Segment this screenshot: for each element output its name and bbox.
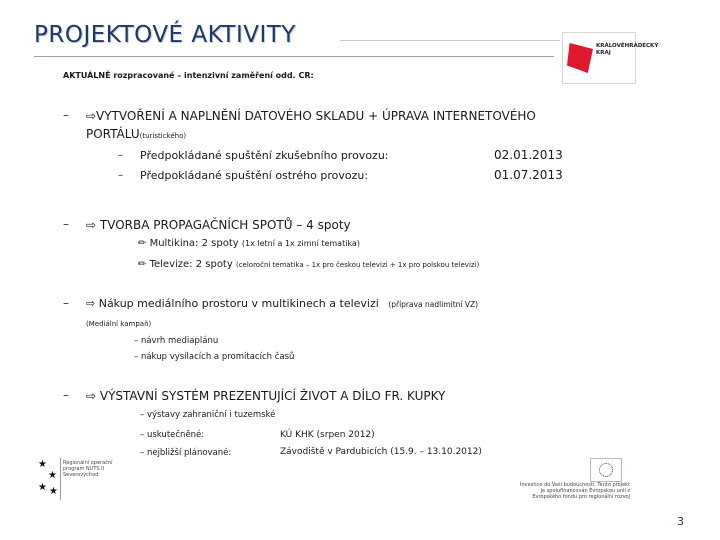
list-item-date: 02.01.2013: [494, 148, 563, 162]
section-2-dash: –: [63, 217, 69, 231]
list-item-value: KÚ KHK (srpen 2012): [280, 430, 375, 440]
section-3-heading: ⇨ Nákup mediálního prostoru v multikinech a televizi: [86, 297, 379, 310]
section-3-dash: –: [63, 296, 69, 310]
section-3-subnote: (Mediální kampaň): [86, 320, 152, 328]
title-underline-accent: [340, 40, 560, 41]
pencil-icon: ✏: [138, 259, 147, 270]
list-item-label: – nejbližší plánované:: [140, 448, 232, 458]
pencil-icon: ✏: [138, 238, 147, 249]
list-item-label: Televize: 2 spoty: [149, 259, 233, 270]
kraj-logo-text: KRÁLOVÉHRADECKÝ KRAJ: [596, 43, 659, 56]
section-3-heading-note: (příprava nadlimitní VZ): [388, 300, 479, 309]
list-item-dash: –: [118, 170, 123, 181]
eu-logo-text: Investice do Vaší budoucnosti. Tento projekt je spolufinancován Evropskou unií z Evropského fondu pro regionální rozvoj: [520, 482, 630, 500]
section-1-heading: ⇨VYTVOŘENÍ A NAPLNĚNÍ DATOVÉHO SKLADU + ÚPRAVA INTERNETOVÉHO: [86, 109, 536, 123]
eu-flag-icon: [590, 458, 622, 482]
list-item: [138, 238, 360, 249]
eu-logo: [520, 458, 630, 504]
section-1-heading-cont: [86, 127, 186, 141]
section-1-heading-note: (turistického): [139, 132, 187, 140]
list-item-label: Multikina: 2 spoty: [149, 238, 239, 249]
page-number: 3: [677, 515, 684, 528]
list-item: [138, 259, 479, 270]
page-title: PROJEKTOVÉ AKTIVITY: [34, 22, 296, 48]
kralovehradecky-kraj-logo: [562, 32, 659, 84]
section-3-heading-line: [86, 297, 478, 310]
list-item-label: – výstavy zahraniční i tuzemské: [140, 410, 276, 420]
subtitle: AKTUÁLNĚ rozpracované – intenzivní zaměření odd. CR:: [63, 71, 314, 80]
kraj-logo-shape: [567, 43, 593, 73]
section-2-heading: ⇨ TVORBA PROPAGAČNÍCH SPOTŮ – 4 spoty: [86, 218, 351, 232]
list-item: – nákup vysílacích a promítacích časů: [134, 352, 295, 362]
list-item-label: Předpokládané spuštění zkušebního provozu:: [140, 149, 389, 162]
list-item-label: Předpokládané spuštění ostrého provozu:: [140, 169, 369, 182]
list-item-note: (1x letní a 1x zimní tematika): [241, 239, 360, 248]
section-4-heading: ⇨ VÝSTAVNÍ SYSTÉM PREZENTUJÍCÍ ŽIVOT A DÍLO FR. KUPKY: [86, 389, 446, 403]
list-item-date: 01.07.2013: [494, 168, 563, 182]
section-1-heading-line2: PORTÁLU: [86, 127, 140, 141]
list-item-dash: –: [118, 150, 123, 161]
section-4-dash: –: [63, 388, 69, 402]
rop-logo-text: Regionální operační program NUTS II Severovýchod: [63, 460, 113, 478]
list-item-label: – uskutečněné:: [140, 430, 205, 440]
list-item-note: (celoroční tematika – 1x pro českou televizi + 1x pro polskou televizi): [235, 261, 480, 269]
title-underline: [34, 56, 554, 57]
section-1-dash: –: [63, 108, 69, 122]
stars-icon: ★ ★ ★ ★: [36, 458, 61, 500]
list-item: – návrh mediaplánu: [134, 336, 219, 346]
list-item-value: Závodiště v Pardubicích (15.9. – 13.10.2012): [280, 447, 482, 457]
rop-severovychod-logo: [36, 458, 116, 500]
